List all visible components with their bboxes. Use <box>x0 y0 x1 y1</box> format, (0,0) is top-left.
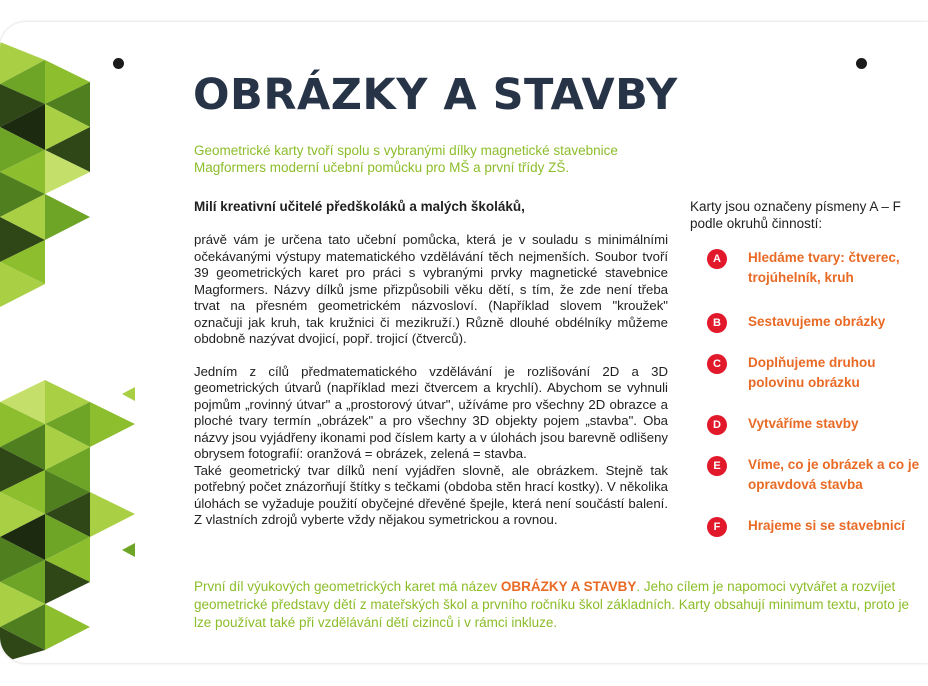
footer-text-end: . Jeho cílem je napomoci vytvářet a rozvíjet geometrické představy dětí z mateřských škol a prvního ročníku škol základních. Karty obsahují minimum textu, proto je lze používat také při vzdělávání dětí cizinců i v rámci inkluze. <box>194 579 910 630</box>
body-paragraph-1: právě vám je určena tato učební pomůcka, která je v souladu s minimálními očekávanými výstupy matematického vzdělávání těch nejmenších. Soubor tvoří 39 geometrických karet pro práci s vybranými prvky magnetické stavebnice Magformers. Názvy dílků jsme přizpůsobili věku dětí, s tím, že zde není třeba trvat na přesném geometrickém názvosloví. (Například slovem "kroužek" označuji jak kruh, tak kružnici či mezikruží.) Různě dlouhé obdélníky můžeme obdobně nazývat dvojicí, popř. trojicí (čtverců). <box>194 232 668 346</box>
category-label-e: Víme, co je obrázek a co je opravdová stavba <box>748 457 920 492</box>
body-paragraph-2: Jedním z cílů předmatematického vzdělávání je rozlišování 2D a 3D geometrických útvarů (například mezi čtvercem a krychlí). Abychom se vyhnuli pojmům „rovinný útvar" a „prostorový útvar", užíváme pro všechny 2D obrazce a ploché tvary termín „obrázek" a pro všechny 3D objekty pojem „stavba". Oba názvy jsou vyjádřeny ikonami pod číslem karty a v úlohách jsou barevně odlišeny obrysem fotografií: oranžová = obrázek, zelená = stavba. <box>194 363 668 461</box>
footer-text <box>194 578 928 632</box>
category-badge-a: A <box>707 249 727 269</box>
category-badge-d: D <box>707 415 727 435</box>
triangle-group-bottom <box>0 380 135 663</box>
category-badge-c: C <box>707 354 727 374</box>
page-title: OBRÁZKY A STAVBY <box>193 70 678 120</box>
category-badge-e: E <box>707 456 727 476</box>
category-item-c <box>707 353 923 393</box>
category-item-a <box>707 248 923 288</box>
footer-highlight: OBRÁZKY A STAVBY <box>500 579 637 594</box>
info-card <box>0 22 928 663</box>
intro-text: Geometrické karty tvoří spolu s vybranými dílky magnetické stavebnice Magformers moderní učební pomůcku pro MŠ a první třídy ZŠ. <box>194 143 618 175</box>
category-label-b: Sestavujeme obrázky <box>748 314 886 329</box>
green-triangle-pattern <box>0 22 140 663</box>
category-item-f <box>707 516 923 537</box>
categories-intro: Karty jsou označeny písmeny A – F podle okruhů činností: <box>690 199 901 231</box>
footer-text-start: První díl výukových geometrických karet má název <box>194 579 501 594</box>
punch-hole-right <box>856 58 867 69</box>
punch-hole-left <box>113 58 124 69</box>
triangle-group-top <box>0 42 90 307</box>
category-item-d <box>707 414 923 435</box>
greeting: Milí kreativní učitelé předškoláků a malých školáků, <box>194 199 525 214</box>
category-label-a: Hledáme tvary: čtverec, trojúhelník, kruh <box>748 250 900 285</box>
category-badge-f: F <box>707 517 727 537</box>
body-text <box>194 232 668 545</box>
category-label-c: Doplňujeme druhou polovinu obrázku <box>748 355 876 390</box>
category-label-f: Hrajeme si se stavebnicí <box>748 518 905 533</box>
category-item-e <box>707 455 923 495</box>
category-item-b <box>707 312 923 333</box>
category-badge-b: B <box>707 313 727 333</box>
category-label-d: Vytváříme stavby <box>748 416 859 431</box>
body-paragraph-3: Také geometrický tvar dílků není vyjádřen slovně, ale obrázkem. Stejně tak potřebný počet znázorňují štítky s tečkami (obdoba stěn hrací kostky). V několika úlohách se vyžaduje použití obyčejné dřevěné špejle, která není součástí balení. Z vlastních zdrojů vyberte vždy nějakou symetrickou a rovnou. <box>194 462 668 527</box>
